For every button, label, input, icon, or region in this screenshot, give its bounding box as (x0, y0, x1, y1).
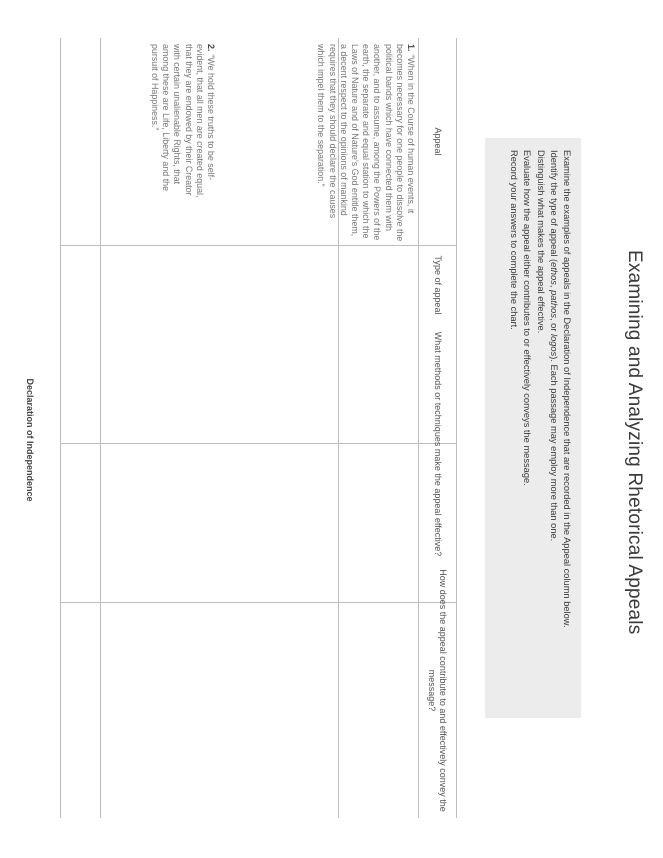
row-passage: “When in the Course of human events, it becomes necessary for one people to dissolve the political bands which have connected them with another, and to assume, among the Powers of the earth, the separate and equal station to which the Laws of Nature and of Nature’s God entitle them, a decent respect to the opinions of mankind requires that they should declare the causes which impel them to the separation.” (316, 44, 416, 242)
instruction-line-2: Identify the type of appeal (ethos, pathos, or logos). Each passage may employ more than one. (548, 150, 559, 542)
page-title: Examining and Analyzing Rhetorical Appeals (624, 250, 645, 635)
methods-cell-row-2[interactable] (101, 443, 339, 602)
instruction-line-3: Distinguish what makes the appeal effective. (535, 150, 546, 334)
type-of-appeal-cell-row-2[interactable] (339, 443, 419, 602)
appeals-table (60, 38, 457, 818)
table-row (315, 44, 416, 242)
instructions-box (485, 138, 581, 718)
contribute-cell-row-2[interactable] (61, 443, 101, 602)
row-passage: “We hold these truths to be self-evident, that all men are created equal, that they are endowed by their Creator with certain unalienable Rights, that among these are Life, Liberty and the pursuit of Happiness.” (149, 44, 216, 198)
type-of-appeal-cell-row-1[interactable] (339, 245, 419, 443)
header-appeal: Appeal (433, 127, 443, 156)
footer-source: Declaration of Independence (25, 378, 35, 502)
table-divider (61, 602, 456, 603)
methods-cell-row-1[interactable] (101, 245, 339, 443)
header-methods: What methods or techniques make the appeal effective? (433, 331, 443, 557)
header-type-of-appeal: Type of appeal (433, 255, 443, 315)
contribute-cell-row-1[interactable] (61, 245, 101, 443)
instruction-line-1: Examine the examples of appeals in the Declaration of Independence that are recorded in the Appeal column below. (562, 150, 572, 628)
row-number: 1. (406, 44, 416, 52)
instruction-line-4: Evaluate how the appeal either contributes to or effectively conveys the message. (522, 150, 533, 486)
row-number: 2. (206, 44, 216, 52)
table-row (149, 44, 216, 204)
header-contribute: How does the appeal contribute to and effectively convey the message? (427, 569, 449, 812)
instruction-line-5: Record your answers to complete the chart. (509, 150, 520, 330)
